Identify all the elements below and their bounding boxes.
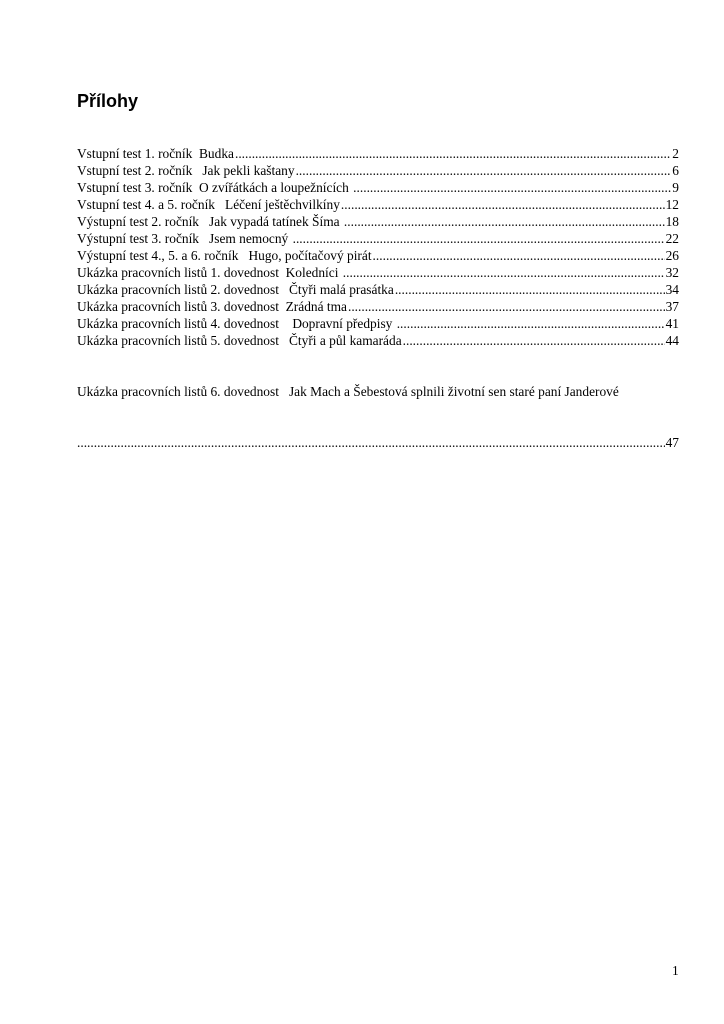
toc-entry-title: Vstupní test 3. ročník O zvířátkách a loupežnících [77, 180, 353, 195]
toc-dot-leader [395, 281, 665, 298]
toc-entry[interactable] [77, 162, 679, 179]
toc-entry[interactable] [77, 145, 679, 162]
toc-dot-leader [403, 332, 665, 349]
toc-entry-page: 47 [665, 435, 679, 450]
toc-dot-leader [235, 145, 671, 162]
toc-entry-page: 18 [665, 214, 679, 229]
toc-entry-page: 12 [665, 197, 679, 212]
table-of-contents [77, 145, 679, 450]
toc-entry-title: Ukázka pracovních listů 2. dovednost Čtyři malá prasátka [77, 282, 394, 297]
toc-entry-page: 32 [665, 265, 679, 280]
toc-dot-leader [77, 434, 665, 451]
toc-entry[interactable] [77, 230, 679, 247]
toc-entry[interactable] [77, 213, 679, 230]
toc-entry-title: Ukázka pracovních listů 4. dovednost Dopravní předpisy [77, 316, 396, 331]
toc-entry-page: 22 [665, 231, 679, 246]
toc-entry[interactable] [77, 349, 679, 450]
toc-dot-leader [353, 179, 671, 196]
toc-dot-leader [344, 213, 665, 230]
toc-entry[interactable] [77, 332, 679, 349]
toc-entry-title: Výstupní test 4., 5. a 6. ročník Hugo, počítačový pirát [77, 248, 372, 263]
toc-entry[interactable] [77, 315, 679, 332]
toc-entry-continuation [77, 434, 679, 451]
toc-entry[interactable] [77, 179, 679, 196]
toc-entry-title: Ukázka pracovních listů 1. dovednost Koledníci [77, 265, 342, 280]
toc-entry-page: 26 [665, 248, 679, 263]
toc-entry-page: 9 [672, 180, 679, 195]
toc-dot-leader [296, 162, 672, 179]
toc-entry-title: Výstupní test 2. ročník Jak vypadá tatínek Šíma [77, 214, 343, 229]
toc-dot-leader [293, 230, 665, 247]
toc-entry-title: Ukázka pracovních listů 6. dovednost Jak Mach a Šebestová splnili životní sen staré paní Janderové [77, 384, 619, 399]
toc-entry[interactable] [77, 298, 679, 315]
toc-entry-page: 37 [665, 299, 679, 314]
toc-entry[interactable] [77, 264, 679, 281]
toc-entry[interactable] [77, 247, 679, 264]
toc-dot-leader [373, 247, 665, 264]
toc-entry-page: 34 [665, 282, 679, 297]
toc-entry-title: Vstupní test 1. ročník Budka [77, 146, 234, 161]
toc-entry-page: 2 [672, 146, 679, 161]
toc-entry-title: Vstupní test 4. a 5. ročník Léčení ještěchvilkíny [77, 197, 340, 212]
toc-entry-page: 44 [665, 333, 679, 348]
toc-dot-leader [348, 298, 665, 315]
page-heading: Přílohy [77, 91, 139, 111]
toc-entry-title: Ukázka pracovních listů 5. dovednost Čtyři a půl kamaráda [77, 333, 402, 348]
toc-dot-leader [341, 196, 665, 213]
toc-entry-page: 41 [665, 316, 679, 331]
toc-entry-title: Vstupní test 2. ročník Jak pekli kaštany [77, 163, 295, 178]
page-number: 1 [672, 963, 679, 978]
toc-dot-leader [397, 315, 665, 332]
toc-entry-page: 6 [672, 163, 679, 178]
toc-entry[interactable] [77, 196, 679, 213]
toc-entry-title: Ukázka pracovních listů 3. dovednost Zrádná tma [77, 299, 347, 314]
toc-entry-title: Výstupní test 3. ročník Jsem nemocný [77, 231, 292, 246]
toc-dot-leader [343, 264, 665, 281]
toc-entry[interactable] [77, 281, 679, 298]
